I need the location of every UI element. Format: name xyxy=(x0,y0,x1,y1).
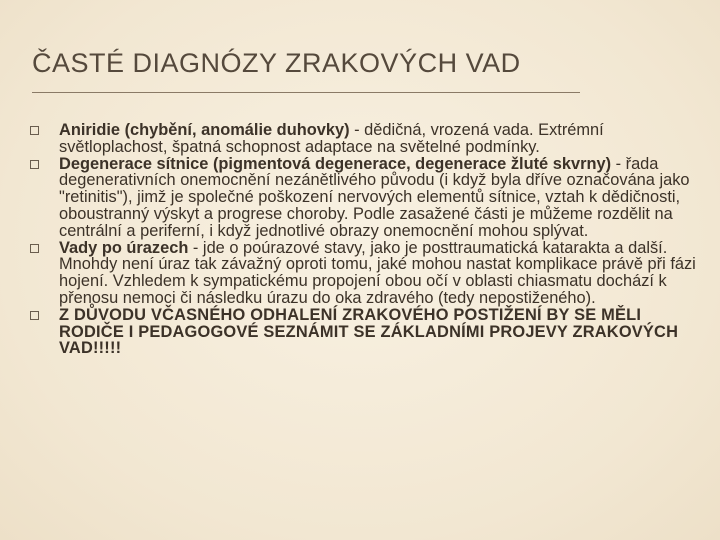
square-bullet-icon xyxy=(30,244,39,253)
bullet-strong: Degenerace sítnice (pigmentová degenerace, degenerace žluté skvrny) xyxy=(59,154,612,173)
bullet-text: - dědičná, vrozená vada. Extrémní světloplachost, špatná schopnost adaptace na světelné podmínky. xyxy=(59,121,604,156)
square-bullet-icon xyxy=(30,160,39,169)
slide-title: ČASTÉ DIAGNÓZY ZRAKOVÝCH VAD xyxy=(32,48,521,78)
bullet-strong: Aniridie (chybění, anomálie duhovky) xyxy=(59,121,350,139)
bullet-text: - řada degenerativních onemocnění nezánětlivého původu (i když byla dříve označována jako "retinitis"), jimž je společné poškození nervových elementů sítnice, vztah k dědičnosti, oboustranný výskyt a progrese choroby. Podle zasažené části je můžeme rozdělit na centrální a periferní, i když jednotlivé obrazy onemocnění mohou splývat. xyxy=(59,154,690,240)
bullet-list xyxy=(30,122,698,357)
square-bullet-icon xyxy=(30,126,39,135)
bullet-item-aniridie xyxy=(30,122,698,156)
bullet-strong: Z DŮVODU VČASNÉHO ODHALENÍ ZRAKOVÉHO POSTIŽENÍ BY SE MĚLI RODIČE I PEDAGOGOVÉ SEZNÁMIT SE ZÁKLADNÍMI PROJEVY ZRAKOVÝCH VAD!!!!! xyxy=(59,305,679,358)
bullet-strong: Vady po úrazech xyxy=(59,238,189,257)
bullet-item-varovani xyxy=(30,307,698,357)
bullet-item-urazy xyxy=(30,240,698,307)
bullet-text: - jde o poúrazové stavy, jako je posttraumatická katarakta a další. Mnohdy není úraz tak závažný oproti tomu, jaké mohou nastat komplikace právě při fázi hojení. Vzhledem k sympatickému propojení obou očí v oblasti chiasmatu dochází k přenosu nemoci či následku úrazu do oka zdravého (tedy nepostiženého). xyxy=(59,238,696,307)
bullet-item-degenerace xyxy=(30,156,698,240)
title-underline xyxy=(32,92,580,93)
square-bullet-icon xyxy=(30,311,39,320)
